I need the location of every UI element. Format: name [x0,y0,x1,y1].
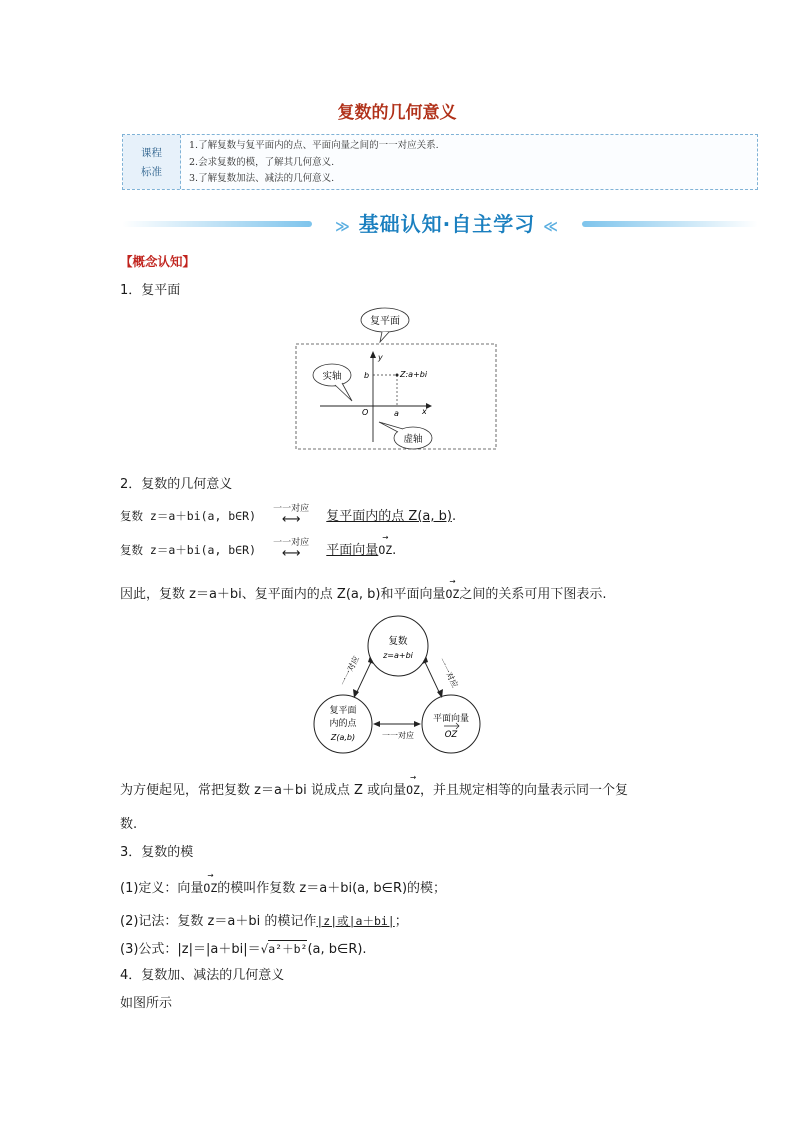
page-title: 复数的几何意义 [337,103,457,123]
standard-item: 1.了解复数与复平面内的点、平面向量之间的一一对应关系. [189,140,439,151]
section-banner [300,208,594,237]
correspondence-arrow: 一一对应 ⟷ [273,537,310,561]
svg-text:复数: 复数 [388,636,408,647]
svg-text:一一对应: 一一对应 [338,654,362,688]
standard-item: 3.了解复数加法、减法的几何意义. [189,173,335,184]
heading-complex-plane: 1．复平面 [120,283,181,298]
standard-item: 2.会求复数的模，了解其几何意义. [189,156,335,168]
banner-right-line [582,221,758,227]
double-chevron-left-icon: ≪ [543,219,559,235]
b-label: b [364,371,370,380]
svg-text:OZ: OZ [444,730,458,740]
svg-text:内的点: 内的点 [329,719,357,729]
course-standard-box [122,134,758,190]
double-chevron-right-icon: ≫ [335,219,351,235]
svg-text:复平面: 复平面 [329,706,357,716]
plane-label: 复平面 [370,316,400,327]
banner-title: 基础认知·自主学习 [358,212,536,236]
point-z [396,374,399,377]
a-label: a [394,409,399,418]
section-tag: 【概念认知】 [120,254,196,269]
x-axis-label: x [422,407,427,416]
heading-add-sub: 4．复数加、减法的几何意义 [120,968,285,983]
real-axis-label: 实轴 [322,371,342,382]
svg-text:一一对应: 一一对应 [382,731,414,740]
svg-text:Z(a,b): Z(a,b) [330,733,356,742]
heading-geometric-meaning: 2．复数的几何意义 [120,477,233,492]
origin-label: O [362,408,369,417]
modulus-formula: (3)公式：|z|＝|a＋bi|＝√a²＋b²(a, b∈R). [120,942,367,957]
y-axis-label: y [378,353,383,362]
correspondence-arrow: 一一对应 ⟷ [273,503,310,527]
modulus-definition: (1)定义：向量→ OZ的模叫作复数 z＝a＋bi(a, b∈R)的模； [120,877,446,896]
relation-diagram [310,612,486,760]
point-label: Z:a+bi [400,370,428,379]
as-shown-text: 如图所示 [120,996,173,1011]
imag-axis-label: 虚轴 [403,434,423,445]
svg-text:平面向量: 平面向量 [432,714,470,724]
relation-sentence: 因此，复数 z＝a＋bi、复平面内的点 Z(a, b)和平面向量→ OZ之间的关系可用下图表示. [120,583,606,602]
node-vector [422,695,480,753]
heading-modulus: 3．复数的模 [120,845,194,860]
modulus-notation: (2)记法：复数 z＝a＋bi 的模记作|z|或|a＋bi|； [120,914,408,929]
correspondence-point: 复数 z＝a＋bi(a, b∈R) 一一对应 ⟷ 复平面内的点 Z(a, b). [120,503,457,527]
complex-plane-figure [290,302,502,454]
course-standard-label: 课程 标准 [123,135,181,189]
svg-text:一一对应: 一一对应 [436,656,460,690]
convention-sentence: 为方便起见，常把复数 z＝a＋bi 说成点 Z 或向量→ OZ，并且规定相等的向量表示同一个复 [120,779,628,798]
banner-left-line [122,221,312,227]
svg-text:z=a+bi: z=a+bi [383,651,413,660]
correspondence-vector: 复数 z＝a＋bi(a, b∈R) 一一对应 ⟷ 平面向量→ OZ. [120,539,396,558]
course-standard-list [189,138,439,188]
